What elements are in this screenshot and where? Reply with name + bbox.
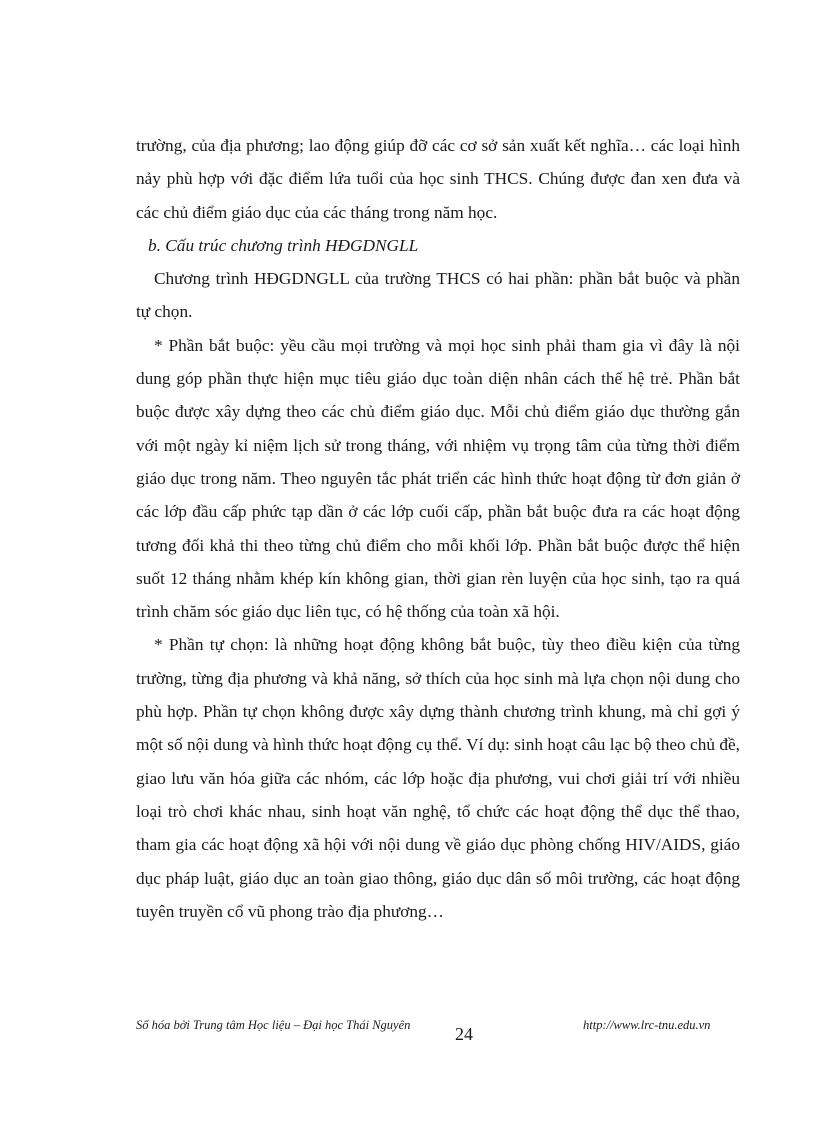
paragraph-optional-part: * Phần tự chọn: là những hoạt động không bắt buộc, tùy theo điều kiện của từng trường, từng địa phương và khả năng, sở thích của học sinh mà lựa chọn nội dung cho phù hợp. Phần tự chọn không được xây dựng thành chương trình khung, mà chỉ gợi ý một số nội dung và hình thức hoạt động cụ thể. Ví dụ: sinh hoạt câu lạc bộ theo chủ đề, giao lưu văn hóa giữa các nhóm, các lớp hoặc địa phương, vui chơi giải trí với nhiều loại trò chơi khác nhau, sinh hoạt văn nghệ, tổ chức các hoạt động thể dục thể thao, tham gia các hoạt động xã hội với nội dung về giáo dục phòng chống HIV/AIDS, giáo dục pháp luật, giáo dục an toàn giao thông, giáo dục dân số môi trường, các hoạt động tuyên truyền cổ vũ phong trào địa phương… — [136, 635, 740, 921]
footer-url: http://www.lrc-tnu.edu.vn — [583, 1018, 711, 1032]
section-heading: b. Cấu trúc chương trình HĐGDNGLL — [148, 235, 419, 255]
document-body — [136, 129, 740, 928]
page-number: 24 — [455, 1024, 473, 1044]
paragraph-mandatory-part: * Phần bắt buộc: yều cầu mọi trường và mọi học sinh phải tham gia vì đây là nội dung góp phần thực hiện mục tiêu giáo dục toàn diện nhân cách thế hệ trẻ. Phần bắt buộc được xây dựng theo các chủ điểm giáo dục. Mỗi chủ điểm giáo dục thường gắn với một ngày kỉ niệm lịch sử trong tháng, với nhiệm vụ trọng tâm của từng thời điểm giáo dục trong năm. Theo nguyên tắc phát triển các hình thức hoạt động từ đơn giản ở các lớp đầu cấp phức tạp dần ở các lớp cuối cấp, phần bắt buộc đưa ra các hoạt động tương đối khả thi theo từng chủ điểm cho mỗi khối lớp. Phần bắt buộc được thể hiện suốt 12 tháng nhằm khép kín không gian, thời gian rèn luyện của học sinh, tạo ra quá trình chăm sóc giáo dục liên tục, có hệ thống của toàn xã hội. — [136, 335, 740, 622]
paragraph-program-structure: Chương trình HĐGDNGLL của trường THCS có hai phần: phần bắt buộc và phần tự chọn. — [136, 269, 740, 322]
footer-digitized-by: Số hóa bởi Trung tâm Học liệu – Đại học Thái Nguyên — [136, 1018, 411, 1032]
paragraph-continuation: trường, của địa phương; lao động giúp đỡ các cơ sở sản xuất kết nghĩa… các loại hình nảy phù hợp với đặc điểm lứa tuổi của học sinh THCS. Chúng được đan xen đưa và các chủ điểm giáo dục của các tháng trong năm học. — [136, 136, 740, 222]
